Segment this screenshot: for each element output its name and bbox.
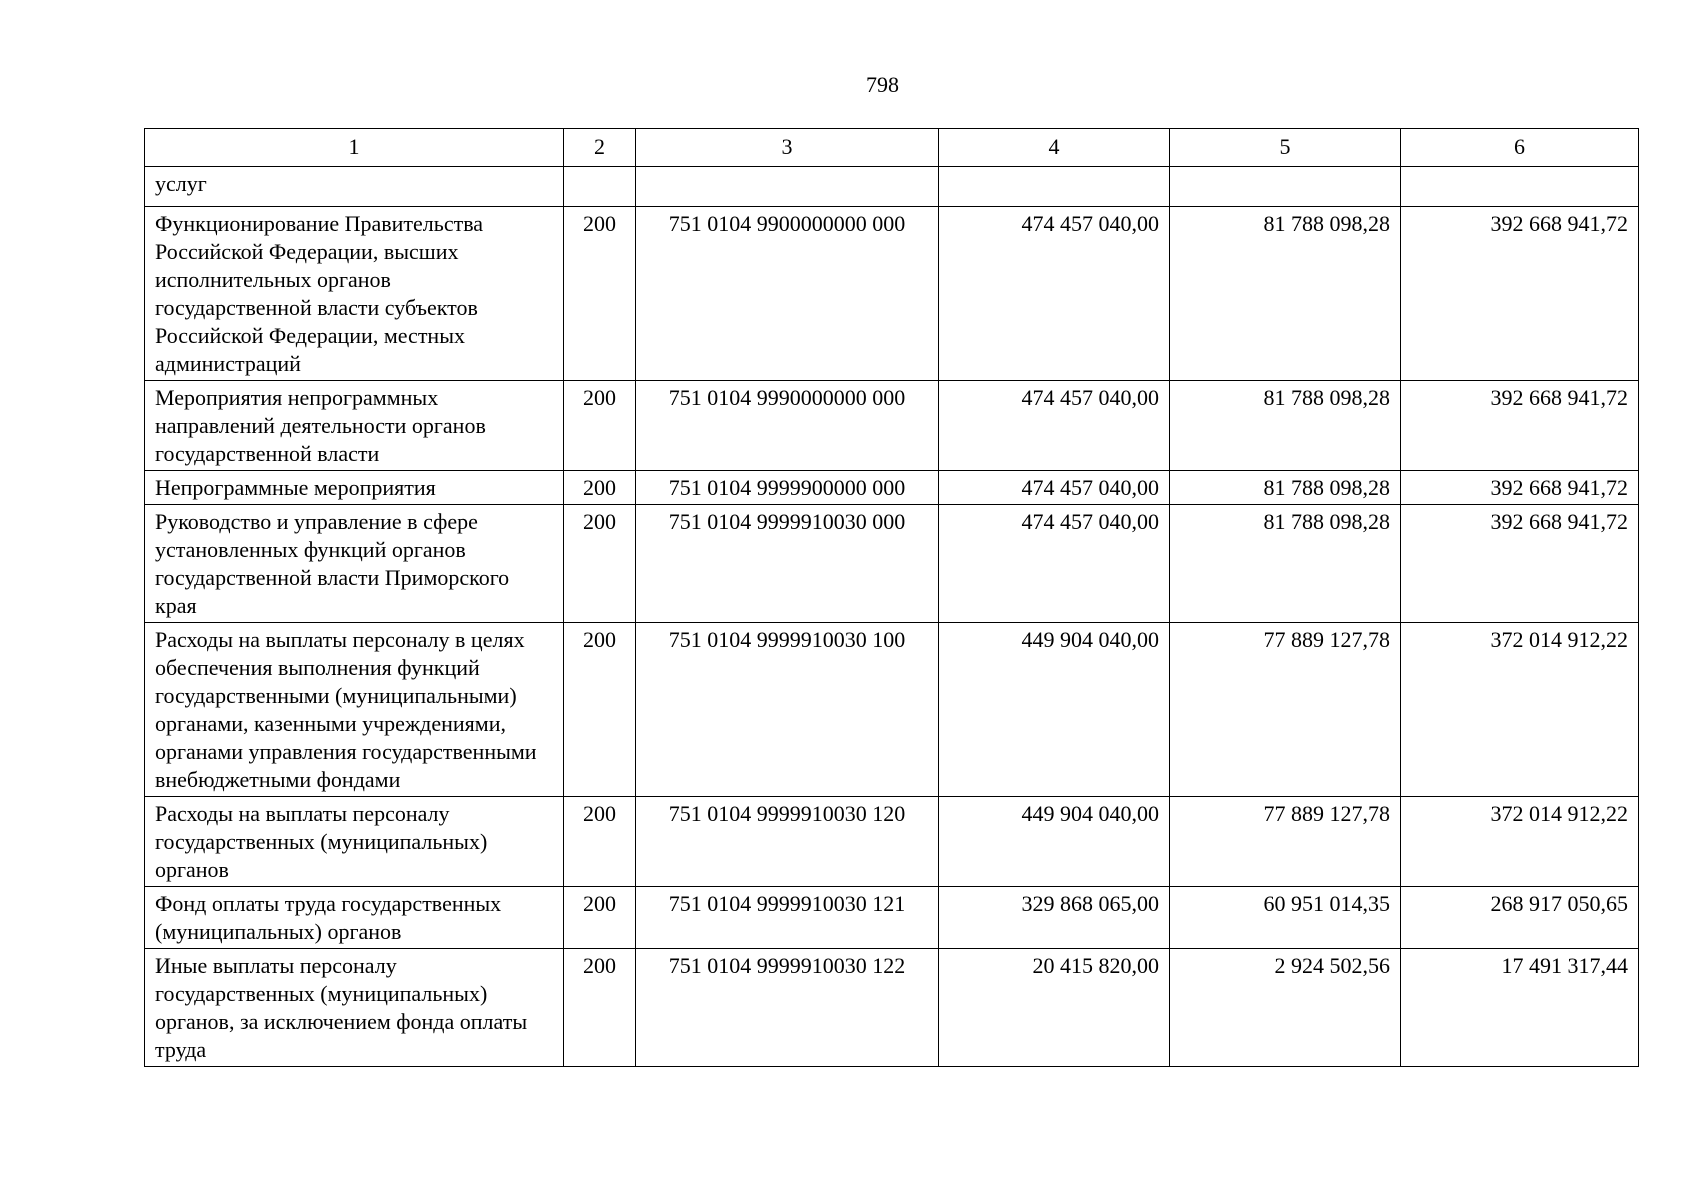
- row-approved: 474 457 040,00: [939, 207, 1170, 381]
- row-approved: 474 457 040,00: [939, 471, 1170, 505]
- budget-execution-table: [144, 128, 1639, 1067]
- row-approved: 474 457 040,00: [939, 381, 1170, 471]
- row-executed: 81 788 098,28: [1170, 505, 1401, 623]
- row-unexecuted: 268 917 050,65: [1401, 887, 1639, 949]
- column-header-2: 2: [564, 129, 636, 167]
- row-approved: 329 868 065,00: [939, 887, 1170, 949]
- row-executed: 77 889 127,78: [1170, 797, 1401, 887]
- row-unexecuted: 392 668 941,72: [1401, 207, 1639, 381]
- row-name: Руководство и управление в сфере установленных функций органов государственной власти Приморского края: [145, 505, 564, 623]
- column-header-4: 4: [939, 129, 1170, 167]
- table-row: [145, 381, 1639, 471]
- row-code: 200: [564, 623, 636, 797]
- row-unexecuted: 17 491 317,44: [1401, 949, 1639, 1067]
- row-unexecuted: 392 668 941,72: [1401, 381, 1639, 471]
- table-row: [145, 505, 1639, 623]
- row-executed: 2 924 502,56: [1170, 949, 1401, 1067]
- table-row: [145, 623, 1639, 797]
- row-executed: 77 889 127,78: [1170, 623, 1401, 797]
- row-kbk: 751 0104 9900000000 000: [636, 207, 939, 381]
- table-header-row: [145, 129, 1639, 167]
- column-header-5: 5: [1170, 129, 1401, 167]
- row-approved: [939, 167, 1170, 207]
- row-code: 200: [564, 207, 636, 381]
- row-code: 200: [564, 471, 636, 505]
- row-executed: [1170, 167, 1401, 207]
- row-name: Мероприятия непрограммных направлений деятельности органов государственной власти: [145, 381, 564, 471]
- row-executed: 81 788 098,28: [1170, 381, 1401, 471]
- row-executed: 60 951 014,35: [1170, 887, 1401, 949]
- row-code: 200: [564, 505, 636, 623]
- column-header-3: 3: [636, 129, 939, 167]
- row-kbk: [636, 167, 939, 207]
- row-name: Расходы на выплаты персоналу в целях обеспечения выполнения функций государственными (муниципальными) органами, казенными учреждениями, органами управления государственными внебюджетными фондами: [145, 623, 564, 797]
- row-unexecuted: 392 668 941,72: [1401, 471, 1639, 505]
- table-row: [145, 949, 1639, 1067]
- row-code: 200: [564, 797, 636, 887]
- page-number: 798: [866, 72, 899, 97]
- row-name: Фонд оплаты труда государственных (муниципальных) органов: [145, 887, 564, 949]
- table-row: [145, 887, 1639, 949]
- row-code: 200: [564, 949, 636, 1067]
- row-kbk: 751 0104 9999900000 000: [636, 471, 939, 505]
- row-unexecuted: 372 014 912,22: [1401, 623, 1639, 797]
- table-row: [145, 471, 1639, 505]
- row-approved: 449 904 040,00: [939, 623, 1170, 797]
- row-executed: 81 788 098,28: [1170, 207, 1401, 381]
- row-kbk: 751 0104 9999910030 100: [636, 623, 939, 797]
- row-executed: 81 788 098,28: [1170, 471, 1401, 505]
- table-row: [145, 797, 1639, 887]
- row-name: услуг: [145, 167, 564, 207]
- row-approved: 449 904 040,00: [939, 797, 1170, 887]
- row-kbk: 751 0104 9999910030 120: [636, 797, 939, 887]
- row-unexecuted: [1401, 167, 1639, 207]
- row-kbk: 751 0104 9999910030 121: [636, 887, 939, 949]
- row-name: Функционирование Правительства Российской Федерации, высших исполнительных органов государственной власти субъектов Российской Федерации, местных администраций: [145, 207, 564, 381]
- row-name: Расходы на выплаты персоналу государственных (муниципальных) органов: [145, 797, 564, 887]
- row-code: [564, 167, 636, 207]
- row-unexecuted: 372 014 912,22: [1401, 797, 1639, 887]
- row-code: 200: [564, 887, 636, 949]
- row-approved: 474 457 040,00: [939, 505, 1170, 623]
- row-name: Непрограммные мероприятия: [145, 471, 564, 505]
- table-row: [145, 207, 1639, 381]
- row-unexecuted: 392 668 941,72: [1401, 505, 1639, 623]
- row-name: Иные выплаты персоналу государственных (муниципальных) органов, за исключением фонда оплаты труда: [145, 949, 564, 1067]
- column-header-6: 6: [1401, 129, 1639, 167]
- column-header-1: 1: [145, 129, 564, 167]
- row-code: 200: [564, 381, 636, 471]
- row-kbk: 751 0104 9999910030 122: [636, 949, 939, 1067]
- row-kbk: 751 0104 9990000000 000: [636, 381, 939, 471]
- row-approved: 20 415 820,00: [939, 949, 1170, 1067]
- row-kbk: 751 0104 9999910030 000: [636, 505, 939, 623]
- table-row: [145, 167, 1639, 207]
